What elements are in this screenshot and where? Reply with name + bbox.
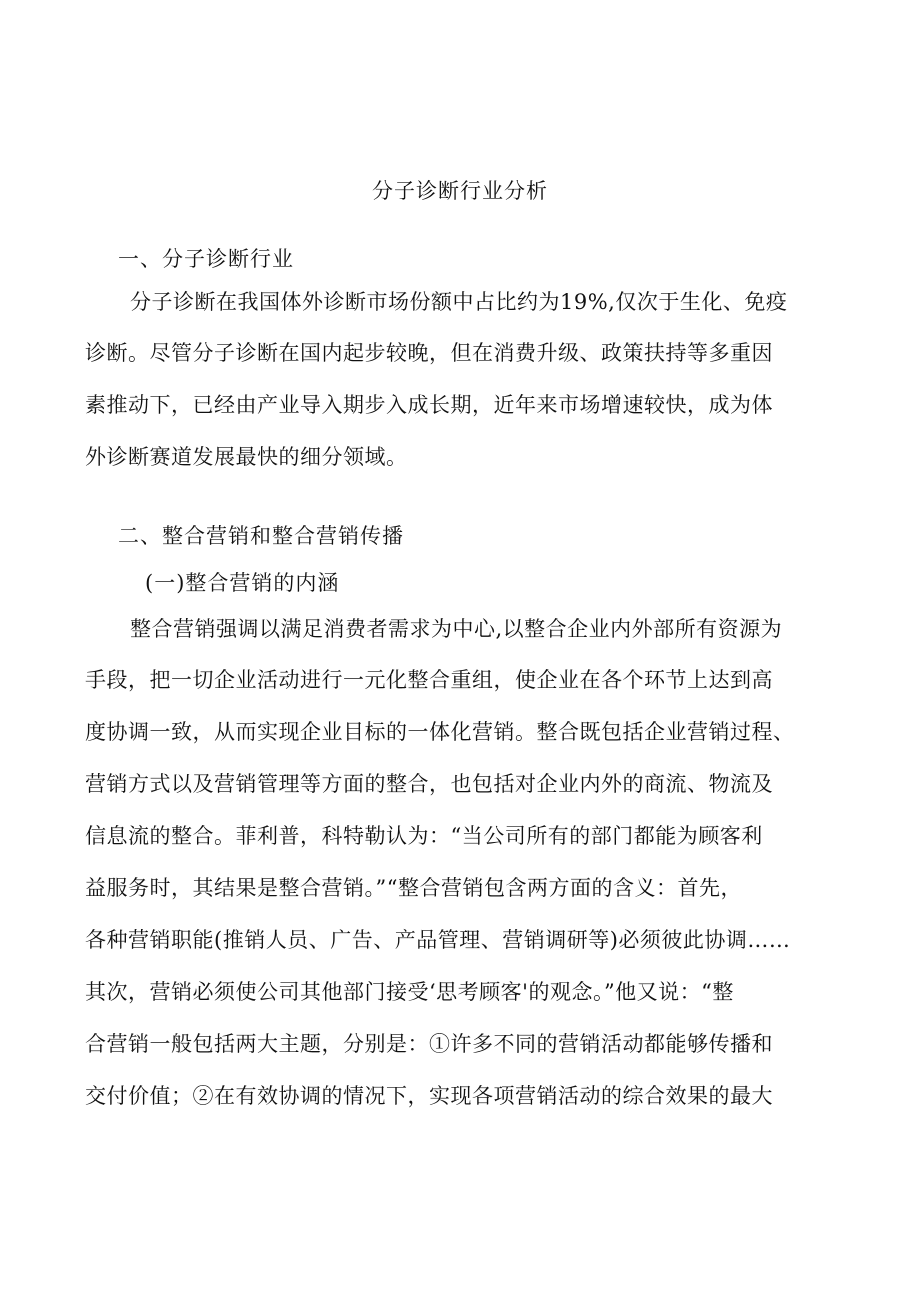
paragraph-line: 营销方式以及营销管理等方面的整合，也包括对企业内外的商流、物流及: [85, 772, 773, 796]
paragraph-line: 手段，把一切企业活动进行一元化整合重组，使企业在各个环节上达到高: [85, 668, 773, 692]
paragraph-line: 益服务时，其结果是整合营销。”“整合营销包含两方面的含义：首先，: [85, 876, 742, 900]
paragraph-line: 度协调一致，从而实现企业目标的一体化营销。整合既包括企业营销过程、: [85, 720, 795, 744]
paragraph-line: 外诊断赛道发展最快的细分领域。: [85, 445, 408, 469]
paragraph-line: 其次，营销必须使公司其他部门接受‘思考顾客'的观念。”他又说：“整: [85, 980, 734, 1004]
paragraph-line: 交付价值；②在有效协调的情况下，实现各项营销活动的综合效果的最大: [85, 1084, 773, 1108]
paragraph-line: 合营销一般包括两大主题，分别是：①许多不同的营销活动都能够传播和: [85, 1032, 773, 1056]
paragraph-line: 信息流的整合。菲利普，科特勒认为：“当公司所有的部门都能为顾客利: [85, 824, 763, 848]
section-1-heading: 一、分子诊断行业: [118, 247, 294, 271]
paragraph-line: 整合营销强调以满足消费者需求为中心,以整合企业内外部所有资源为: [130, 617, 783, 641]
paragraph-line: 各种营销职能(推销人员、广告、产品管理、营销调研等)必须彼此协调……: [85, 928, 791, 952]
document-title: 分子诊断行业分析: [372, 179, 548, 203]
paragraph-line: 分子诊断在我国体外诊断市场份额中占比约为19%,仅次于生化、免疫: [130, 290, 788, 314]
paragraph-line: 素推动下，已经由产业导入期步入成长期，近年来市场增速较快，成为体: [85, 393, 773, 417]
paragraph-line: 诊断。尽管分子诊断在国内起步较晚，但在消费升级、政策扶持等多重因: [85, 341, 773, 365]
section-2-heading: 二、整合营销和整合营销传播: [118, 524, 404, 548]
section-2-subheading: (一)整合营销的内涵: [145, 571, 340, 595]
